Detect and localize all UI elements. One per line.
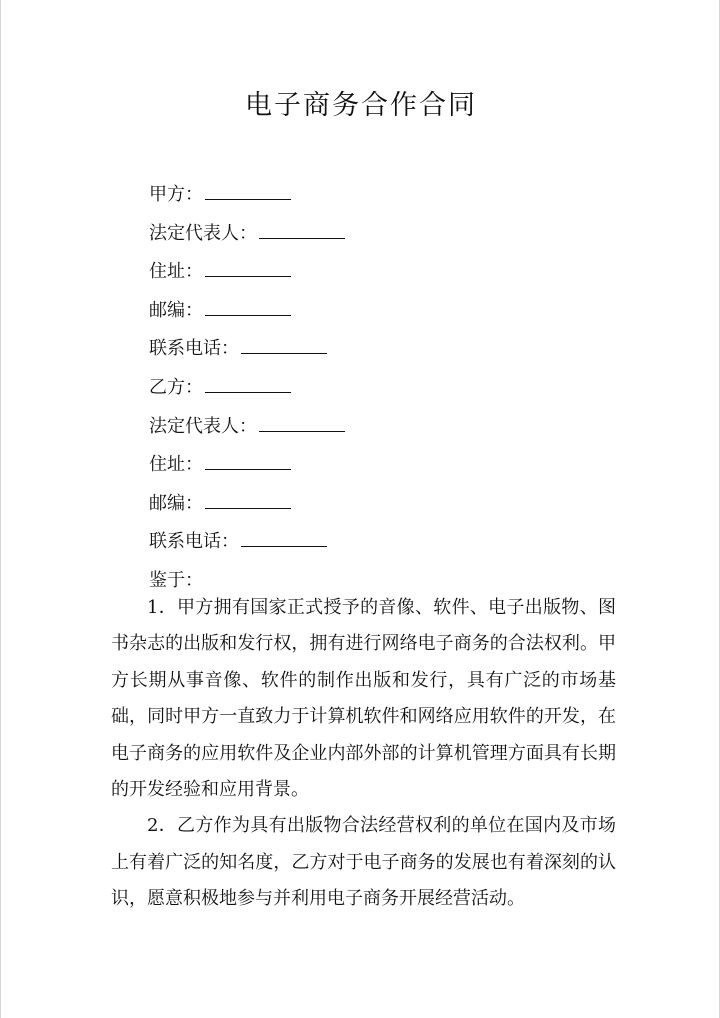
- party-b-address-blank: [205, 468, 291, 470]
- party-a-postcode-label: 邮编：: [149, 299, 203, 321]
- party-b-postcode-field: [149, 485, 609, 524]
- party-a-rep-label: 法定代表人：: [149, 222, 257, 244]
- party-a-name-field: [149, 176, 609, 215]
- party-b-postcode-blank: [205, 507, 291, 509]
- party-a-phone-field: [149, 330, 609, 369]
- party-a-rep-blank: [259, 237, 345, 239]
- paragraph-1: 1．甲方拥有国家正式授予的音像、软件、电子出版物、图书杂志的出版和发行权，拥有进行网络电子商务的合法权利。甲方长期从事音像、软件的制作出版和发行，具有广泛的市场基础，同时甲方一直致力于计算机软件和网络应用软件的开发，在电子商务的应用软件及企业内部外部的计算机管理方面具有长期的开发经验和应用背景。: [111, 597, 616, 801]
- party-a-address-blank: [205, 275, 291, 277]
- paragraph-2: 2．乙方作为具有出版物合法经营权利的单位在国内及市场上有着广泛的知名度，乙方对于电子商务的发展也有着深刻的认识，愿意积极地参与并利用电子商务开展经营活动。: [111, 815, 616, 910]
- party-a-address-field: [149, 253, 609, 292]
- party-b-postcode-label: 邮编：: [149, 492, 203, 514]
- party-b-phone-field: [149, 523, 609, 562]
- party-b-phone-blank: [241, 545, 327, 547]
- party-info-fields: [149, 176, 609, 601]
- party-b-phone-label: 联系电话：: [149, 531, 239, 553]
- party-a-phone-label: 联系电话：: [149, 338, 239, 360]
- party-b-rep-field: [149, 408, 609, 447]
- party-a-phone-blank: [241, 352, 327, 354]
- party-b-rep-blank: [259, 430, 345, 432]
- party-b-name-field: [149, 369, 609, 408]
- party-a-name-label: 甲方：: [149, 184, 203, 205]
- party-b-address-label: 住址：: [149, 454, 203, 476]
- whereas-label: 鉴于：: [149, 569, 203, 591]
- party-b-name-label: 乙方：: [149, 376, 203, 398]
- party-b-name-blank: [205, 391, 291, 393]
- party-b-address-field: [149, 446, 609, 485]
- contract-body: [111, 590, 616, 918]
- party-a-postcode-field: [149, 292, 609, 331]
- party-a-rep-field: [149, 215, 609, 254]
- document-title: 电子商务合作合同: [245, 90, 477, 121]
- party-a-postcode-blank: [205, 314, 291, 316]
- party-a-name-blank: [205, 198, 291, 200]
- party-a-address-label: 住址：: [149, 261, 203, 283]
- party-b-rep-label: 法定代表人：: [149, 415, 257, 437]
